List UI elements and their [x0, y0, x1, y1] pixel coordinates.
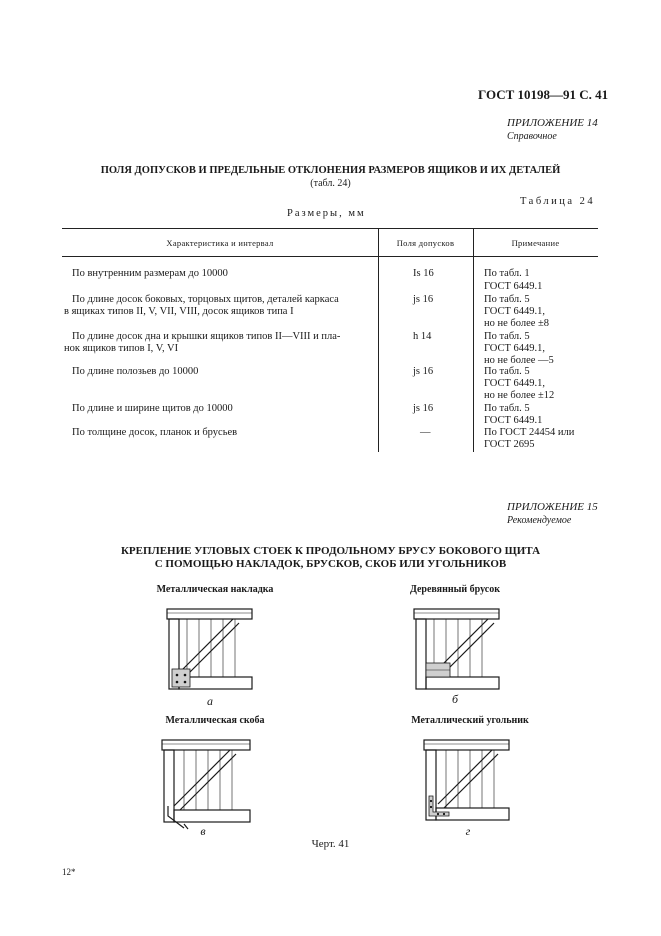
- row-note-line: ГОСТ 6449.1: [484, 415, 543, 426]
- row-note-line: По табл. 5: [484, 331, 530, 342]
- figure-d-caption: Металлический угольник: [411, 715, 529, 726]
- table-header-rule: [62, 256, 598, 257]
- row-tolerance: Is 16: [413, 268, 434, 279]
- row-note-line: ГОСТ 6449.1,: [484, 378, 546, 389]
- figure-caption: Черт. 41: [311, 838, 350, 850]
- row-note-line: По табл. 5: [484, 403, 530, 414]
- table-top-rule: [62, 228, 598, 229]
- figure-a-letter: а: [207, 694, 213, 708]
- table-col-header-tolerance: Поля допусков: [396, 238, 455, 248]
- figure-b-drawing: [412, 605, 502, 695]
- figure-d-letter: г: [465, 824, 471, 838]
- row-characteristic-line: По толщине досок, планок и брусьев: [72, 427, 238, 438]
- section-title-fastening-line2: С ПОМОЩЬЮ НАКЛАДОК, БРУСКОВ, СКОБ ИЛИ УГОЛЬНИКОВ: [154, 558, 507, 570]
- row-note-line: По табл. 1: [484, 268, 530, 279]
- figure-a-caption: Металлическая накладка: [156, 584, 274, 595]
- table-label: Таблица 24: [520, 196, 596, 207]
- figure-b-caption: Деревянный брусок: [409, 584, 501, 595]
- figure-c-drawing: [160, 736, 255, 830]
- row-characteristic-line: нок ящиков типов I, V, VI: [64, 343, 179, 354]
- figure-a-drawing: [165, 605, 255, 695]
- row-characteristic-line: По длине досок дна и крышки ящиков типов II—VIII и пла-: [72, 331, 341, 342]
- row-note-line: По табл. 5: [484, 294, 530, 305]
- row-characteristic-line: По длине и ширине щитов до 10000: [72, 403, 233, 414]
- row-note-line: ГОСТ 6449.1,: [484, 306, 546, 317]
- row-note-line: ГОСТ 2695: [484, 439, 535, 450]
- table-col-divider-2: [473, 228, 474, 452]
- row-note-line: ГОСТ 6449.1: [484, 281, 543, 292]
- row-tolerance: js 16: [413, 403, 434, 414]
- row-characteristic-line: в ящиках типов II, V, VII, VIII, досок ящиков типа I: [64, 306, 294, 317]
- row-note-line: но не более —5: [484, 355, 554, 366]
- appendix-15-label: ПРИЛОЖЕНИЕ 15: [507, 501, 598, 513]
- row-note-line: ГОСТ 6449.1,: [484, 343, 546, 354]
- document-header: ГОСТ 10198—91 С. 41: [478, 87, 609, 102]
- row-note-line: По ГОСТ 24454 или: [484, 427, 575, 438]
- row-tolerance: h 14: [413, 331, 432, 342]
- row-note-line: но не более ±8: [484, 318, 550, 329]
- table-col-divider-1: [378, 228, 379, 452]
- figure-c-caption: Металлическая скоба: [165, 715, 265, 726]
- row-characteristic-line: По длине досок боковых, торцовых щитов, деталей каркаса: [72, 294, 339, 305]
- row-note-line: По табл. 5: [484, 366, 530, 377]
- figure-b-letter: б: [451, 692, 459, 706]
- figure-d-drawing: [422, 736, 512, 824]
- appendix-14-status: Справочное: [507, 131, 557, 142]
- section-title-fastening: КРЕПЛЕНИЕ УГЛОВЫХ СТОЕК К ПРОДОЛЬНОМУ БРУСУ БОКОВОГО ЩИТА: [120, 545, 541, 557]
- table-units: Размеры, мм: [287, 208, 366, 219]
- appendix-15-status: Рекомендуемое: [507, 515, 572, 526]
- row-tolerance: —: [420, 427, 431, 438]
- row-note-line: но не более ±12: [484, 390, 555, 401]
- section-title-tolerances: ПОЛЯ ДОПУСКОВ И ПРЕДЕЛЬНЫЕ ОТКЛОНЕНИЯ РАЗМЕРОВ ЯЩИКОВ И ИХ ДЕТАЛЕЙ: [100, 165, 561, 176]
- table-col-header-note: Примечание: [511, 238, 560, 248]
- row-tolerance: js 16: [413, 294, 434, 305]
- section-subtitle: (табл. 24): [310, 178, 351, 189]
- figure-c-letter: в: [200, 824, 206, 838]
- page-mark: 12*: [62, 867, 76, 877]
- table-col-header-characteristic: Характеристика и интервал: [166, 238, 274, 248]
- row-characteristic-line: По внутренним размерам до 10000: [72, 268, 228, 279]
- row-characteristic-line: По длине полозьев до 10000: [72, 366, 199, 377]
- appendix-14-label: ПРИЛОЖЕНИЕ 14: [507, 117, 598, 129]
- row-tolerance: js 16: [413, 366, 434, 377]
